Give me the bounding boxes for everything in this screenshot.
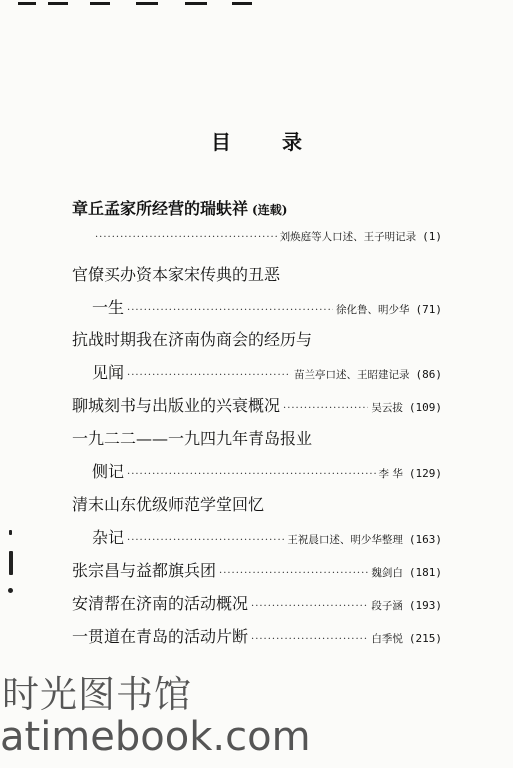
leader-dots xyxy=(127,535,284,546)
toc-entry[interactable] xyxy=(72,327,312,350)
leader-dots xyxy=(283,403,368,414)
entry-author: 徐化鲁、明少华 xyxy=(336,304,410,316)
top-rule xyxy=(90,2,110,5)
top-rule xyxy=(48,2,68,5)
entry-page: (193) xyxy=(408,599,442,612)
entry-title: 一生 xyxy=(92,298,125,317)
entry-suffix: (连载) xyxy=(252,203,288,217)
entry-page: (163) xyxy=(408,533,442,546)
leader-dots xyxy=(219,568,368,579)
entry-title: 聊城刻书与出版业的兴衰概况 xyxy=(72,396,281,415)
leader-dots xyxy=(251,601,368,612)
entry-title: 一九二二——一九四九年青岛报业 xyxy=(72,429,313,448)
entry-title: 章丘孟家所经营的瑞蚨祥 xyxy=(72,199,249,218)
toc-entry[interactable] xyxy=(72,393,442,416)
toc-entry[interactable] xyxy=(72,558,442,581)
entry-title: 一贯道在青岛的活动片断 xyxy=(72,627,249,646)
toc-entry[interactable] xyxy=(92,459,442,482)
top-rule xyxy=(18,2,36,5)
watermark-url: atimebook.com xyxy=(0,714,311,760)
entry-title: 杂记 xyxy=(92,528,125,547)
leader-dots xyxy=(127,370,291,381)
entry-title: 侧记 xyxy=(92,462,125,481)
entry-title: 张宗昌与益都旗兵团 xyxy=(72,561,217,580)
entry-page: (109) xyxy=(408,401,442,414)
scan-mark xyxy=(9,530,12,535)
entry-author: 王祝晨口述、明少华整理 xyxy=(287,534,403,546)
entry-author: 李 华 xyxy=(378,468,403,480)
leader-dots xyxy=(95,232,277,243)
toc-entry[interactable] xyxy=(72,262,280,285)
toc-entry[interactable] xyxy=(72,196,287,219)
entry-author: 魏剑白 xyxy=(371,567,403,579)
toc-entry[interactable] xyxy=(72,426,312,449)
toc-entry[interactable] xyxy=(92,525,442,548)
toc-entry[interactable] xyxy=(92,360,442,383)
toc-entry[interactable] xyxy=(72,624,442,647)
entry-title: 清末山东优级师范学堂回忆 xyxy=(72,495,265,514)
top-rule xyxy=(232,2,252,5)
toc-entry[interactable] xyxy=(92,295,442,318)
top-rule xyxy=(136,2,158,5)
scan-mark xyxy=(8,588,13,593)
watermark-text: 时光图书馆 xyxy=(2,673,192,716)
entry-page: (129) xyxy=(408,467,442,480)
entry-author: 白季悦 xyxy=(371,633,403,645)
entry-title: 安清帮在济南的活动概况 xyxy=(72,594,249,613)
entry-page: (215) xyxy=(408,632,442,645)
entry-author: 刘焕庭等人口述、王子明记录 xyxy=(279,231,417,243)
toc-entry[interactable] xyxy=(72,591,442,614)
toc-entry[interactable] xyxy=(92,229,442,244)
entry-title: 见闻 xyxy=(92,363,125,382)
leader-dots xyxy=(251,634,368,645)
entry-author: 苗兰亭口述、王昭建记录 xyxy=(294,369,410,381)
entry-title: 官僚买办资本家宋传典的丑恶 xyxy=(72,265,281,284)
toc-heading: 目 录 xyxy=(211,130,324,154)
entry-author: 段子涵 xyxy=(371,600,403,612)
entry-title: 抗战时期我在济南伪商会的经历与 xyxy=(72,330,313,349)
entry-author: 吴云拔 xyxy=(371,402,403,414)
entry-page: (181) xyxy=(408,566,442,579)
toc-entry[interactable] xyxy=(72,492,264,515)
entry-page: (86) xyxy=(415,368,442,381)
top-rule xyxy=(185,2,207,5)
scan-mark xyxy=(9,551,13,575)
leader-dots xyxy=(127,305,333,316)
leader-dots xyxy=(127,469,376,480)
entry-page: (1) xyxy=(422,230,442,243)
entry-page: (71) xyxy=(415,303,442,316)
